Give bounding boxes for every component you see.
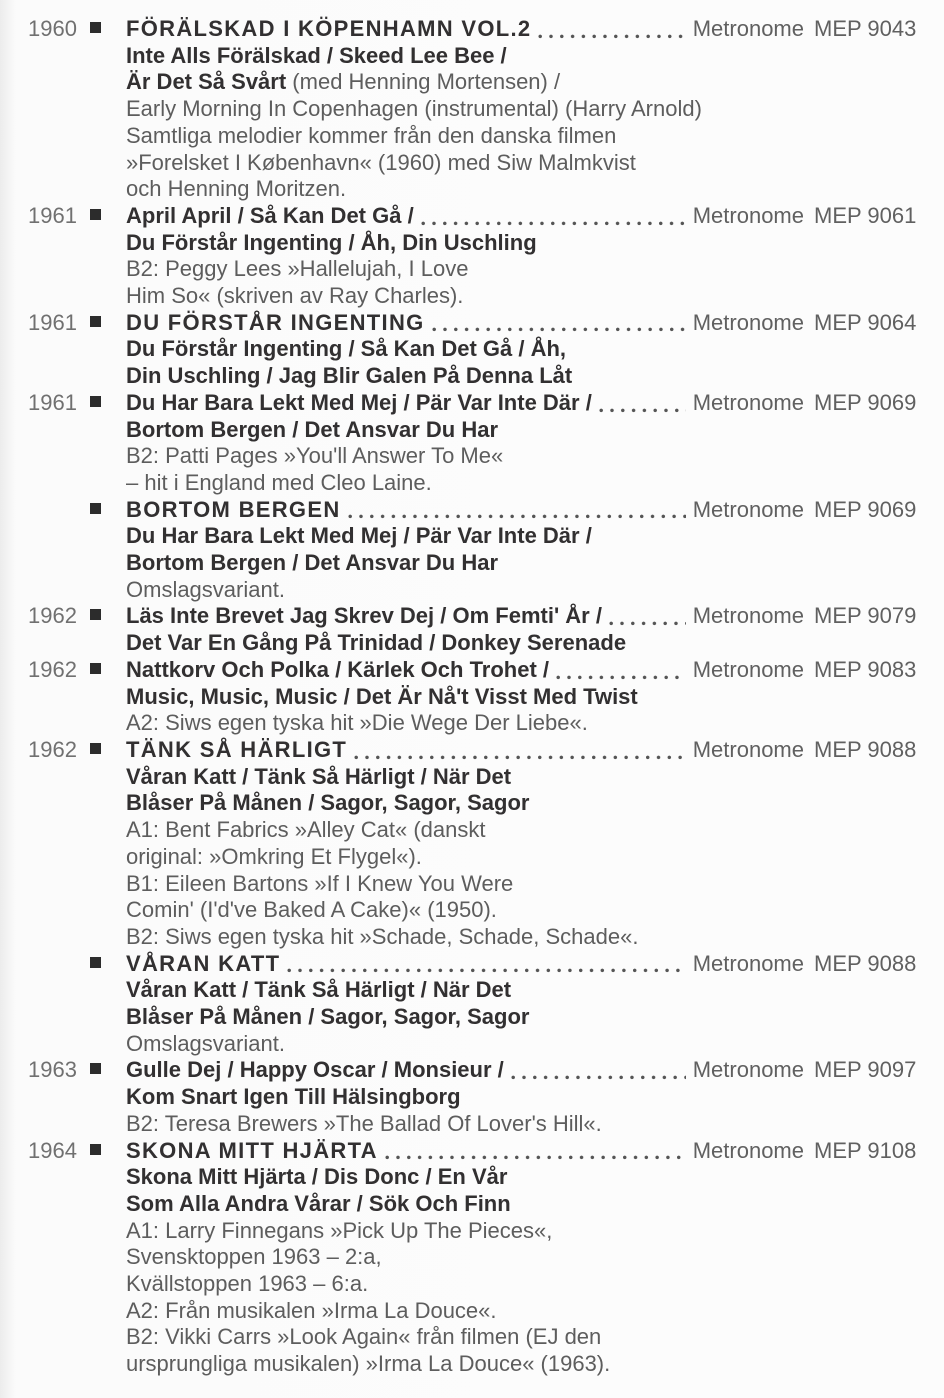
entry-line [28, 790, 934, 817]
entry-line-text [126, 764, 814, 791]
track-text: Bortom Bergen / Det Ansvar Du Har [126, 416, 499, 442]
entry-title-wrap [126, 203, 814, 230]
entry-line-text [126, 1351, 814, 1378]
note-text: original: »Omkring Et Flygel«). [126, 843, 422, 869]
note-text: »Forelsket I København« (1960) med Siw Malmkvist [126, 149, 636, 175]
catalog-number: MEP 9069 [814, 496, 917, 522]
entry-line-text [126, 1004, 814, 1031]
note-text: A1: Bent Fabrics »Alley Cat« (danskt [126, 817, 486, 843]
entry-title: Gulle Dej / Happy Oscar / Monsieur / [126, 1057, 504, 1083]
note-text: A2: Siws egen tyska hit »Die Wege Der Liebe«. [126, 710, 588, 736]
entry-title: FÖRÄLSKAD I KÖPENHAMN VOL.2 [126, 16, 532, 41]
entry-line [28, 1031, 934, 1058]
entry-year: 1961 [28, 309, 77, 335]
record-label: Metronome [692, 950, 804, 976]
release-entry [28, 390, 934, 497]
entry-line-text [126, 150, 814, 177]
entry-line-text [126, 230, 814, 257]
release-entry [28, 603, 934, 656]
note-text: Samtliga melodier kommer från den danska filmen [126, 122, 617, 148]
entry-title-wrap [126, 497, 814, 524]
entry-title-row [28, 1138, 934, 1165]
entry-bullet-cell [90, 16, 126, 43]
leader-dots [385, 1155, 686, 1160]
entry-line [28, 1111, 934, 1138]
entry-year: 1964 [28, 1137, 77, 1163]
entry-line-text [126, 1164, 814, 1191]
note-text: B2: Vikki Carrs »Look Again« från filmen (EJ den [126, 1324, 602, 1350]
release-entry [28, 16, 934, 203]
entry-line-text [126, 630, 814, 657]
track-text: Våran Katt / Tänk Så Härligt / När Det [126, 763, 512, 789]
entry-line [28, 230, 934, 257]
entry-title-row [28, 657, 934, 684]
entry-title-wrap [126, 951, 814, 978]
track-text: Din Uschling / Jag Blir Galen På Denna Låt [126, 363, 573, 389]
entry-line [28, 924, 934, 951]
entry-line-text [126, 977, 814, 1004]
entry-bullet-cell [90, 203, 126, 230]
square-bullet-icon [90, 316, 101, 327]
entry-title: Nattkorv Och Polka / Kärlek Och Trohet / [126, 656, 550, 682]
note-text: Him So« (skriven av Ray Charles). [126, 283, 464, 309]
entry-line-text [126, 417, 814, 444]
entry-title-row [28, 603, 934, 630]
entry-bullet-cell [90, 310, 126, 337]
track-text: Du Har Bara Lekt Med Mej / Pär Var Inte Där / [126, 523, 592, 549]
entry-title-wrap [126, 390, 814, 417]
entry-title-wrap [126, 603, 814, 630]
leader-dots [348, 514, 686, 519]
entry-line [28, 871, 934, 898]
entry-year: 1961 [28, 202, 77, 228]
leader-dots [609, 621, 686, 626]
note-text: B2: Patti Pages »You'll Answer To Me« [126, 443, 504, 469]
entry-year: 1962 [28, 736, 77, 762]
entry-bullet-cell [90, 603, 126, 630]
track-text: Du Förstår Ingenting / Så Kan Det Gå / Åh, [126, 336, 567, 362]
leader-dots [556, 675, 686, 680]
entry-title-row [28, 497, 934, 524]
entry-line-text [126, 96, 814, 123]
entry-line-text [126, 924, 814, 951]
catalog-number: MEP 9097 [814, 1057, 917, 1083]
entry-line [28, 283, 934, 310]
entry-line [28, 123, 934, 150]
entry-line [28, 1084, 934, 1111]
leader-dots [538, 34, 685, 39]
record-label: Metronome [692, 309, 804, 335]
square-bullet-icon [90, 503, 101, 514]
entry-line [28, 443, 934, 470]
entry-line [28, 363, 934, 390]
release-entry [28, 1057, 934, 1137]
entry-title-row [28, 310, 934, 337]
entry-line-text [126, 336, 814, 363]
entry-year: 1961 [28, 389, 77, 415]
entry-line-text [126, 1084, 814, 1111]
record-label: Metronome [692, 736, 804, 762]
square-bullet-icon [90, 609, 101, 620]
catalog-number: MEP 9043 [814, 16, 917, 41]
catalog-number: MEP 9061 [814, 202, 917, 228]
entry-line-text [126, 871, 814, 898]
entry-title: BORTOM BERGEN [126, 496, 341, 522]
entry-line-text [126, 710, 814, 737]
entry-title: April April / Så Kan Det Gå / [126, 202, 414, 228]
entry-line [28, 470, 934, 497]
entry-line [28, 43, 934, 70]
entry-title-row [28, 951, 934, 978]
entry-line-text [126, 43, 814, 70]
entry-title-row [28, 16, 934, 43]
entry-line-text [126, 176, 814, 203]
leader-dots [354, 755, 686, 760]
release-entry [28, 310, 934, 390]
release-entry [28, 737, 934, 951]
entry-year: 1962 [28, 603, 77, 629]
entry-line [28, 577, 934, 604]
entry-line-text [126, 1111, 814, 1138]
entry-line-text [126, 1271, 814, 1298]
entry-line [28, 844, 934, 871]
record-label: Metronome [692, 656, 804, 682]
entry-title-wrap [126, 16, 814, 43]
catalog-number: MEP 9083 [814, 656, 917, 682]
record-label: Metronome [692, 496, 804, 522]
entry-title: SKONA MITT HJÄRTA [126, 1137, 378, 1163]
entry-line [28, 96, 934, 123]
entry-line [28, 1271, 934, 1298]
catalog-number: MEP 9079 [814, 603, 917, 629]
track-text: Kom Snart Igen Till Hälsingborg [126, 1084, 461, 1110]
entry-line-text [126, 1298, 814, 1325]
entry-line-text [126, 523, 814, 550]
square-bullet-icon [90, 1063, 101, 1074]
entry-line-text [126, 1324, 814, 1351]
entry-line [28, 417, 934, 444]
entry-line [28, 1298, 934, 1325]
entry-title-row [28, 203, 934, 230]
catalog-number: MEP 9088 [814, 736, 917, 762]
note-text: B2: Teresa Brewers »The Ballad Of Lover's Hill«. [126, 1110, 602, 1136]
note-text: A1: Larry Finnegans »Pick Up The Pieces«, [126, 1217, 553, 1243]
catalog-number: MEP 9069 [814, 389, 917, 415]
note-text: A2: Från musikalen »Irma La Douce«. [126, 1297, 497, 1323]
entry-line [28, 764, 934, 791]
note-text: (med Henning Mortensen) / [286, 69, 561, 95]
entry-title-wrap [126, 310, 814, 337]
entry-title-wrap [126, 737, 814, 764]
leader-dots [432, 327, 686, 332]
track-text: Skona Mitt Hjärta / Dis Donc / En Vår [126, 1164, 508, 1190]
release-entry [28, 203, 934, 310]
entry-bullet-cell [90, 497, 126, 524]
entry-line-text [126, 817, 814, 844]
entry-line-text [126, 790, 814, 817]
track-text: Inte Alls Förälskad / Skeed Lee Bee / [126, 42, 507, 68]
entry-title: Läs Inte Brevet Jag Skrev Dej / Om Femti' År / [126, 603, 602, 629]
entry-line-text [126, 684, 814, 711]
entry-line-text [126, 283, 814, 310]
catalog-number: MEP 9064 [814, 309, 917, 335]
entry-title-wrap [126, 1057, 814, 1084]
entry-line-text [126, 1244, 814, 1271]
leader-dots [511, 1075, 686, 1080]
entry-line-text [126, 550, 814, 577]
leader-dots [599, 408, 686, 413]
note-text: Svensktoppen 1963 – 2:a, [126, 1244, 382, 1270]
entry-line [28, 176, 934, 203]
entry-line [28, 817, 934, 844]
leader-dots [287, 968, 685, 973]
track-text: Blåser På Månen / Sagor, Sagor, Sagor [126, 790, 530, 816]
release-entry [28, 657, 934, 737]
entry-line [28, 1191, 934, 1218]
note-text: Omslagsvariant. [126, 576, 285, 602]
entry-bullet-cell [90, 1138, 126, 1165]
track-text: Bortom Bergen / Det Ansvar Du Har [126, 550, 499, 576]
note-text: B2: Peggy Lees »Hallelujah, I Love [126, 256, 469, 282]
entry-line-text [126, 123, 814, 150]
entry-line-text [126, 1218, 814, 1245]
entry-year: 1960 [28, 16, 77, 41]
entry-title-wrap [126, 657, 814, 684]
square-bullet-icon [90, 957, 101, 968]
note-text: Comin' (I'd've Baked A Cake)« (1950). [126, 897, 497, 923]
note-text: Kvällstoppen 1963 – 6:a. [126, 1271, 369, 1297]
entry-bullet-cell [90, 390, 126, 417]
track-text: Är Det Så Svårt [126, 69, 287, 95]
entry-line [28, 523, 934, 550]
catalog-number: MEP 9088 [814, 950, 917, 976]
entry-line [28, 977, 934, 1004]
leader-dots [421, 221, 686, 226]
entry-bullet-cell [90, 1057, 126, 1084]
square-bullet-icon [90, 1144, 101, 1155]
entry-title-row [28, 737, 934, 764]
entry-line [28, 150, 934, 177]
release-entry [28, 951, 934, 1058]
release-entry [28, 1138, 934, 1378]
entry-title-row [28, 390, 934, 417]
entry-line [28, 1324, 934, 1351]
entry-line-text [126, 363, 814, 390]
square-bullet-icon [90, 743, 101, 754]
entry-line-text [126, 897, 814, 924]
entry-line-text [126, 256, 814, 283]
entry-title: TÄNK SÅ HÄRLIGT [126, 736, 348, 762]
record-label: Metronome [692, 389, 804, 415]
entry-line [28, 897, 934, 924]
entry-bullet-cell [90, 657, 126, 684]
record-label: Metronome [692, 202, 804, 228]
square-bullet-icon [90, 209, 101, 220]
entry-line [28, 1164, 934, 1191]
record-label: Metronome [692, 603, 804, 629]
note-text: Early Morning In Copenhagen (instrumental) (Harry Arnold) [126, 96, 702, 122]
entry-line-text [126, 577, 814, 604]
catalog-number: MEP 9108 [814, 1137, 917, 1163]
entry-line [28, 1004, 934, 1031]
record-label: Metronome [692, 1057, 804, 1083]
entry-line-text [126, 844, 814, 871]
entry-line [28, 69, 934, 96]
entry-title-row [28, 1057, 934, 1084]
track-text: Music, Music, Music / Det Är Nå't Visst Med Twist [126, 683, 638, 709]
entry-line-text [126, 1191, 814, 1218]
entry-title: VÅRAN KATT [126, 950, 281, 976]
entry-title: DU FÖRSTÅR INGENTING [126, 309, 425, 335]
entry-line [28, 1244, 934, 1271]
entry-year: 1963 [28, 1057, 77, 1083]
entry-line [28, 1351, 934, 1378]
note-text: B1: Eileen Bartons »If I Knew You Were [126, 870, 514, 896]
square-bullet-icon [90, 663, 101, 674]
track-text: Blåser På Månen / Sagor, Sagor, Sagor [126, 1004, 530, 1030]
square-bullet-icon [90, 396, 101, 407]
track-text: Det Var En Gång På Trinidad / Donkey Serenade [126, 630, 627, 656]
entry-line-text [126, 1031, 814, 1058]
track-text: Du Förstår Ingenting / Åh, Din Uschling [126, 229, 537, 255]
release-entry [28, 497, 934, 604]
entry-bullet-cell [90, 951, 126, 978]
record-label: Metronome [692, 16, 804, 41]
entry-title-wrap [126, 1138, 814, 1165]
note-text: Omslagsvariant. [126, 1030, 285, 1056]
track-text: Våran Katt / Tänk Så Härligt / När Det [126, 977, 512, 1003]
note-text: ursprungliga musikalen) »Irma La Douce« (1963). [126, 1351, 611, 1377]
record-label: Metronome [692, 1137, 804, 1163]
entry-line-text [126, 69, 814, 96]
entry-line-text [126, 470, 814, 497]
entry-bullet-cell [90, 737, 126, 764]
entry-line [28, 256, 934, 283]
entry-line [28, 550, 934, 577]
note-text: – hit i England med Cleo Laine. [126, 469, 432, 495]
track-text: Som Alla Andra Vårar / Sök Och Finn [126, 1190, 511, 1216]
entry-title: Du Har Bara Lekt Med Mej / Pär Var Inte Där / [126, 389, 592, 415]
entry-line [28, 684, 934, 711]
entry-year: 1962 [28, 656, 77, 682]
square-bullet-icon [90, 22, 101, 33]
entry-line [28, 710, 934, 737]
entry-line [28, 630, 934, 657]
note-text: B2: Siws egen tyska hit »Schade, Schade, Schade«. [126, 923, 639, 949]
entry-line [28, 1218, 934, 1245]
note-text: och Henning Moritzen. [126, 176, 347, 202]
entry-line-text [126, 443, 814, 470]
entry-line [28, 336, 934, 363]
